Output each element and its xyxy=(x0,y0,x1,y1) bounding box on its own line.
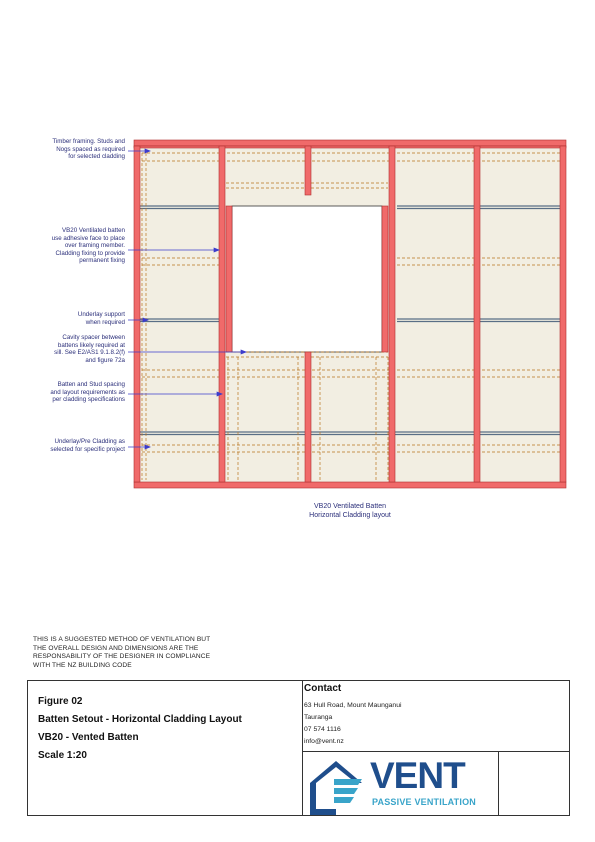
jack-stud-above-window xyxy=(305,146,311,195)
stud-1 xyxy=(219,146,225,482)
title-block-logo-divider xyxy=(498,751,499,815)
phone-number: 07 574 1116 xyxy=(304,726,341,733)
title-block-divider-horizontal xyxy=(302,751,570,752)
annotation-batten-stud-spacing: Batten and Stud spacing and layout requirements as per cladding specifications xyxy=(50,381,125,404)
bottom-plate xyxy=(134,482,566,488)
title-block xyxy=(27,680,570,816)
top-plate-lower xyxy=(134,146,566,148)
figure-title: Batten Setout - Horizontal Cladding Layout xyxy=(38,714,242,725)
figure-number: Figure 02 xyxy=(38,696,83,707)
window-opening xyxy=(232,206,382,352)
contact-details xyxy=(304,700,401,748)
trimmer-stud-left xyxy=(226,206,232,352)
stud-3 xyxy=(474,146,480,482)
email-address: info@vent.nz xyxy=(304,738,344,745)
stud-end-left xyxy=(134,146,140,482)
drawing-caption: VB20 Ventilated Batten Horizontal Cladding layout xyxy=(309,503,391,519)
address-line-1: 63 Hull Road, Mount Maunganui xyxy=(304,702,402,709)
figure-details xyxy=(38,693,242,765)
disclaimer-text: THIS IS A SUGGESTED METHOD OF VENTILATION BUT THE OVERALL DESIGN AND DIMENSIONS ARE THE RESPONSABILITY OF THE DESIGNER IN COMPLIANCE WITH THE NZ BUILDING CODE xyxy=(33,636,211,669)
stud-2 xyxy=(389,146,395,482)
title-block-divider-vertical xyxy=(302,681,303,815)
drawing-scale: Scale 1:20 xyxy=(38,750,87,761)
annotation-underlay-cladding: Underlay/Pre Cladding as selected for specific project xyxy=(50,438,125,453)
annotation-timber-framing: Timber framing. Studs and Nogs spaced as required for selected cladding xyxy=(52,138,125,161)
annotation-underlay-support: Underlay support when required xyxy=(77,311,125,326)
top-plate xyxy=(134,140,566,146)
vent-logo xyxy=(304,753,498,815)
jack-stud-below-window xyxy=(305,352,311,482)
trimmer-stud-right xyxy=(382,206,388,352)
contact-heading: Contact xyxy=(304,683,342,694)
logo-wordmark: VENT xyxy=(370,755,465,796)
house-logo-icon xyxy=(306,755,368,815)
annotation-vb20-batten: VB20 Ventilated batten use adhesive face to place over framing member. Cladding fixing to provide permanent fixing xyxy=(51,227,125,265)
address-line-2: Tauranga xyxy=(304,714,333,721)
annotation-cavity-spacer: Cavity spacer between battens likely required at sill. See E2/AS1 9.1.8.2(f) and figure 72a xyxy=(54,334,125,364)
stud-end-right xyxy=(560,146,566,482)
logo-tagline: PASSIVE VENTILATION xyxy=(372,797,476,807)
product-name: VB20 - Vented Batten xyxy=(38,732,139,743)
